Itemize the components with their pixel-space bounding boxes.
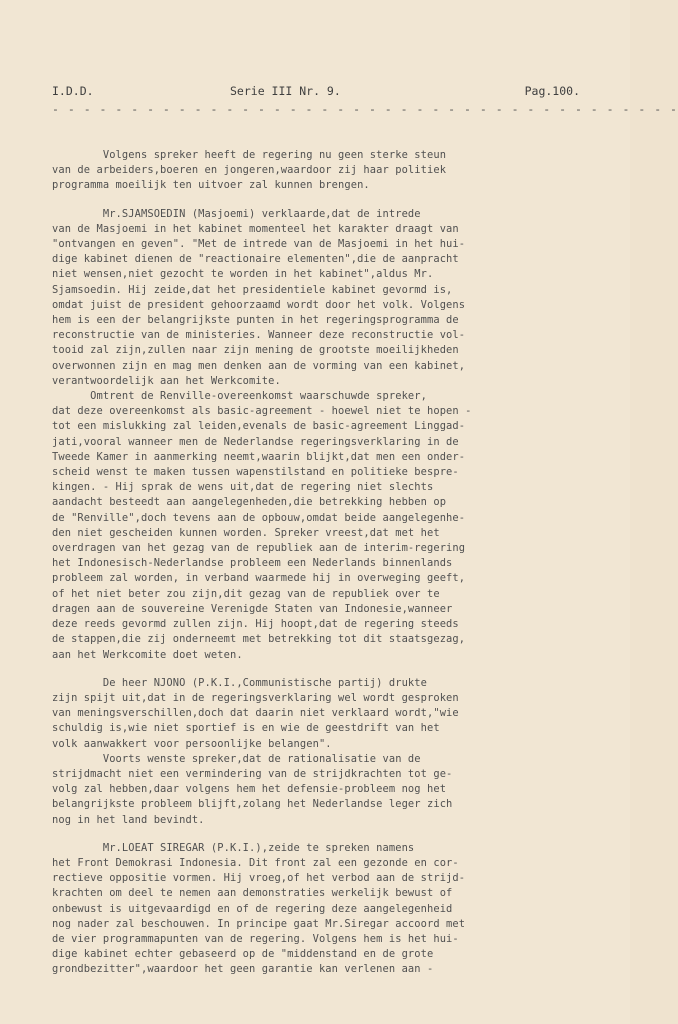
text-line: probleem zal worden, in verband waarmede hij in overweging geeft, [52,572,466,585]
text-line: het Front Demokrasi Indonesia. Dit front zal een gezonde en cor- [52,856,459,869]
text-line: Tweede Kamer in aanmerking neemt,waarin blijkt,dat men een onder- [52,450,466,463]
text-line: den niet gescheiden kunnen worden. Spreker vreest,dat met het [52,526,440,539]
text-line: dige kabinet dienen de "reactionaire elementen",die de aanpracht [52,253,459,266]
text-line: Volgens spreker heeft de regering nu geen sterke steun [52,149,447,161]
document-body [52,148,600,991]
text-line: van de arbeiders,boeren en jongeren,waardoor zij haar politiek [52,164,447,177]
text-line: jati,vooral wanneer men de Nederlandse regeringsverklaring in de [52,435,459,448]
text-line: de vier programmapunten van de regering. Volgens hem is het hui- [52,932,459,945]
text-line: aan het Werkcomite doet weten. [52,648,243,661]
text-line: strijdmacht niet een vermindering van de strijdkrachten tot ge- [52,767,453,780]
text-line: overdragen van het gezag van de republiek aan de interim-regering [52,542,466,555]
text-line: deze reeds gevormd zullen zijn. Hij hoopt,dat de regering steeds [52,618,459,631]
text-line: nog nader zal beschouwen. In principe gaat Mr.Siregar accoord met [52,917,466,930]
text-line: of het niet beter zou zijn,dit gezag van de republiek over te [52,587,440,600]
text-line: volg zal hebben,daar volgens hem het defensie-probleem nog het [52,783,447,796]
text-line: overwonnen zijn en mag men denken aan de vorming van een kabinet, [52,359,466,372]
text-line: aandacht besteedt aan aangelegenheden,die betrekking hebben op [52,496,447,509]
text-line: Voorts wenste spreker,dat de rationalisatie van de [52,752,421,765]
text-line: tooid zal zijn,zullen naar zijn mening de grootste moeilijkheden [52,344,459,357]
text-line: dige kabinet echter gebaseerd op de "middenstand en de grote [52,948,434,961]
paragraph [52,148,600,194]
text-line: krachten om deel te nemen aan demonstraties werkelijk bewust of [52,887,453,900]
paragraph [52,841,600,978]
text-line: de stappen,die zij onderneemt met betrekking tot dit staatsgezag, [52,633,466,646]
text-line: dragen aan de souvereine Verenigde Staten van Indonesie,wanneer [52,602,453,615]
text-line: kingen. - Hij sprak de wens uit,dat de regering niet slechts [52,481,434,494]
text-line: Mr.LOEAT SIREGAR (P.K.I.),zeide te spreken namens [52,841,415,854]
text-line: scheid wenst te maken tussen wapenstilstand en politieke bespre- [52,466,459,479]
text-line: dat deze overeenkomst als basic-agreement - hoewel niet te hopen - [52,405,472,418]
text-line: programma moeilijk ten uitvoer zal kunnen brengen. [52,179,370,192]
text-line: hem is een der belangrijkste punten in het regeringsprogramma de [52,314,459,327]
header-rule: - - - - - - - - - - - - - - - - - - - - - - - - - - - - - - - - - - - - - - - - [52,102,678,116]
header-series: Serie III Nr. 9. [230,84,341,98]
text-line: "ontvangen en geven". "Met de intrede van de Masjoemi in het hui- [52,238,466,251]
text-line: rectieve oppositie vormen. Hij vroeg,of het verbod aan de strijd- [52,872,466,885]
text-line: Omtrent de Renville-overeenkomst waarschuwde spreker, [52,390,427,403]
text-line: verantwoordelijk aan het Werkcomite. [52,374,281,387]
text-line: van de Masjoemi in het kabinet momenteel het karakter draagt van [52,222,459,235]
text-line: onbewust is uitgevaardigd en of de regering deze aangelegenheid [52,902,453,915]
header-page-number: Pag.100. [524,84,580,98]
text-line: van meningsverschillen,doch dat daarin niet verklaard wordt,"wie [52,707,459,720]
text-line: de "Renville",doch tevens aan de opbouw,omdat beide aangelegenhe- [52,511,466,524]
text-line: volk aanwakkert voor persoonlijke belangen". [52,737,332,750]
paragraph [52,207,600,663]
text-line: nog in het land bevindt. [52,813,205,826]
text-line: De heer NJONO (P.K.I.,Communistische partij) drukte [52,676,427,689]
text-line: tot een mislukking zal leiden,evenals de basic-agreement Linggad- [52,420,466,433]
text-line: grondbezitter",waardoor het geen garantie kan verlenen aan - [52,963,434,976]
paragraph [52,676,600,828]
text-line: het Indonesisch-Nederlandse probleem een Nederlands binnenlands [52,557,453,570]
text-line: schuldig is,wie niet sportief is en wie de geestdrift van het [52,722,440,735]
text-line: omdat juist de president gehoorzaamd wordt door het volk. Volgens [52,298,466,311]
text-line: Sjamsoedin. Hij zeide,dat het presidentiele kabinet gevormd is, [52,283,453,296]
text-line: Mr.SJAMSOEDIN (Masjoemi) verklaarde,dat de intrede [52,207,421,220]
header-source: I.D.D. [52,84,94,98]
text-line: zijn spijt uit,dat in de regeringsverklaring wel wordt gesproken [52,691,459,704]
text-line: niet wensen,niet gezocht te worden in het kabinet",aldus Mr. [52,268,434,281]
text-line: belangrijkste probleem blijft,zolang het Nederlandse leger zich [52,798,453,811]
text-line: reconstructie van de ministeries. Wanneer deze reconstructie vol- [52,329,466,342]
